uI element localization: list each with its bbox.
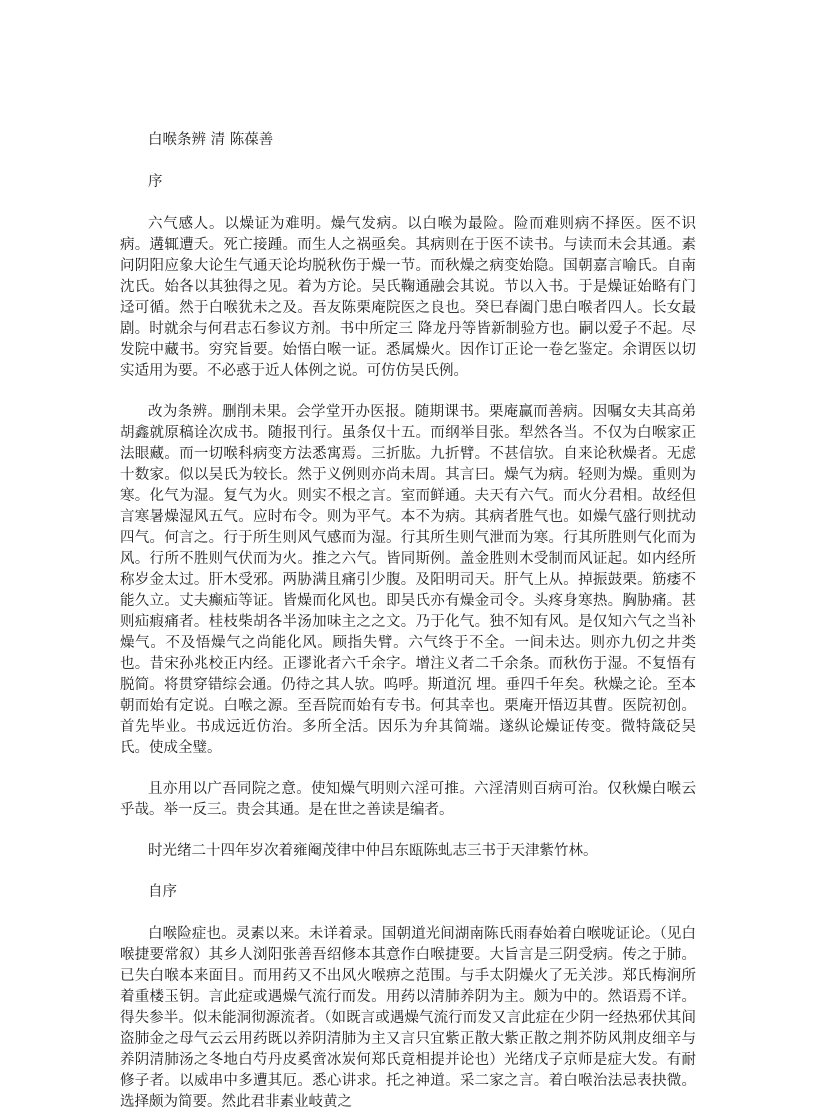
- document-body: [120, 130, 696, 1113]
- self-preface-paragraph-1: 白喉险症也。灵素以来。未详着录。国朝道光间湖南陈氏雨春始着白喉咙证论。（见白喉捷要常叙）其乡人浏阳张善吾绍修本其意作白喉捷要。大旨言是三阴受病。传之于肺。已失白喉本来面目。而用药又不出风火喉痹之范围。与手太阴燥火了无关涉。郑氏梅涧所着重楼玉钥。言此症或遇燥气流行而发。用药以清肺养阴为主。颇为中的。然语焉不详。得失参半。似未能洞彻源流者。（如既言或遇燥气流行而发又言此症在少阴一经热邪伏其间盗肺金之母气云云用药既以养阴清肺为主又言只宜紫正散大紫正散之荆芥防风荆皮细辛与养阴清肺汤之冬地白芍丹皮奚啻冰炭何郑氏竟相提并论也）光绪戊子京师是症大发。有耐修子者。以威串中多遭其厄。悉心讲求。托之神道。采二家之言。着白喉治法忌表抉微。选择颇为简要。然此君非素业岐黄之: [120, 926, 696, 1110]
- preface-paragraph-1: 六气感人。以燥证为难明。燥气发病。以白喉为最险。险而难则病不择医。医不识病。遘辄遭夭。死亡接踵。而生人之祸亟矣。其病则在于医不读书。与读而未会其通。素问阴阳应象大论生气通天论均脱秋伤于燥一节。而秋燥之病变始隐。国朝嘉言喻氏。自南沈氏。始各以其独得之见。着为方论。吴氏鞠通融会其说。节以入书。于是燥证始略有门迳可循。然于白喉犹未之及。吾友陈栗庵院医之良也。癸巳春阖门患白喉者四人。长女最剧。时就余与何君志石参议方剂。书中所定三 降龙丹等皆新制验方也。嗣以爱子不起。尽发院中藏书。穷究旨要。始悟白喉一证。悉属燥火。因作订正论一卷乞鉴定。余谓医以切实适用为要。不必惑于近人体例之说。可仿仿吴氏例。: [120, 216, 696, 379]
- self-preface-heading: 自序: [148, 884, 177, 900]
- preface-paragraph-3: 且亦用以广吾同院之意。使知燥气明则六淫可推。六淫清则百病可治。仅秋燥白喉云乎哉。举一反三。贵会其通。是在世之善读是编者。: [120, 781, 696, 818]
- preface-heading: 序: [148, 174, 163, 190]
- document-title: 白喉条辨 清 陈葆善: [148, 132, 274, 148]
- preface-signature: 时光绪二十四年岁次着雍阉茂律中仲吕东瓯陈虬志三书于天津紫竹林。: [148, 843, 598, 859]
- preface-paragraph-2: 改为条辨。删削未果。会学堂开办医报。随期课书。栗庵赢而善病。因嘱女夫其高弟胡鑫就原稿诠次成书。随报刊行。虽条仅十五。而纲举目张。犁然各当。不仅为白喉家正法眼藏。而一切喉科病变方法悉寓焉。三折肱。九折臂。不甚信欤。自来论秋燥者。无虑十数家。似以吴氏为较长。然于义例则亦尚未周。其言曰。燥气为病。轻则为燥。重则为寒。化气为湿。复气为火。则实不根之言。室而鲜通。夫天有六气。而火分君相。故经但言寒暑燥湿风五气。应时布令。则为平气。本不为病。其病者胜气也。如燥气盛行则扰动四气。何言之。行于所生则风气感而为湿。行其所生则气泄而为寒。行其所胜则气化而为风。行所不胜则气伏而为火。推之六气。皆同斯例。盖金胜则木受制而风证起。如内经所称岁金太过。肝木受邪。两胁满且痛引少腹。及阳明司天。肝气上从。掉振鼓栗。筋痿不能久立。丈夫癫疝等证。皆燥而化风也。即吴氏亦有燥金司令。头疼身寒热。胸胁痛。甚则疝瘕痛者。桂枝柴胡各半汤加味主之之文。乃于化气。独不知有风。是仅知六气之当补燥气。不及悟燥气之尚能化风。顾指失臂。六气终于不全。一间未达。则亦九仞之井类也。昔宋孙兆校正内经。正谬讹者六千余字。增注义者二千余条。而秋伤于湿。不复悟有脱简。将贯穿错综会通。仍待之其人欤。呜呼。斯道沉 埋。垂四千年矣。秋燥之论。至本朝而始有定说。白喉之源。至吾院而始有专书。何其幸也。栗庵开悟迈其曹。医院初创。首先毕业。书成远近仿治。多所全活。因乐为弁其简端。遂纵论燥证传变。微特箴砭吴氏。使成全璧。: [120, 404, 696, 756]
